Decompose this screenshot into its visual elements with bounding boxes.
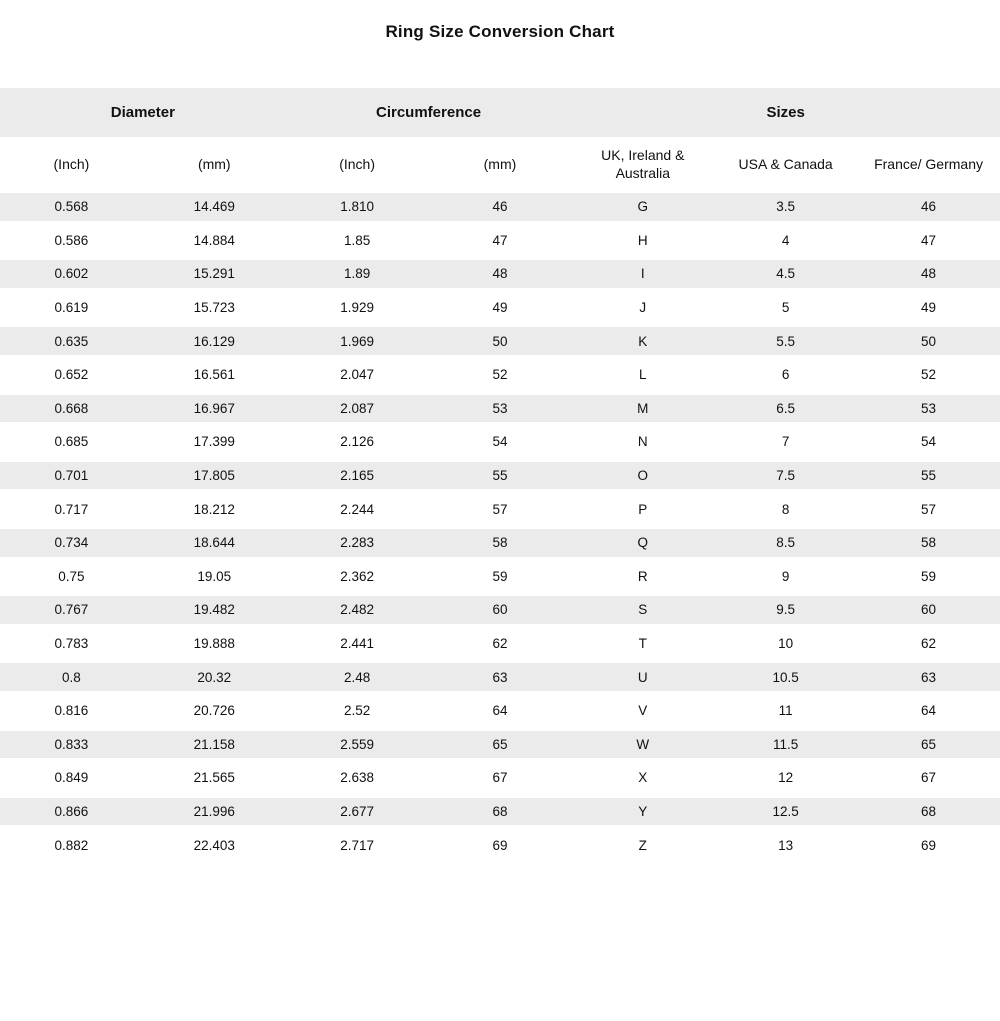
cell-circumference-mm: 54 [429, 425, 572, 459]
cell-size-usa-canada: 12.5 [714, 795, 857, 829]
cell-diameter-mm: 19.888 [143, 627, 286, 661]
cell-size-france-germany: 55 [857, 459, 1000, 493]
column-header-size-usa-canada: USA & Canada [714, 137, 857, 190]
column-header-size-france-germany: France/ Germany [857, 137, 1000, 190]
table-row [0, 459, 1000, 493]
cell-diameter-inch: 0.701 [0, 459, 143, 493]
cell-diameter-inch: 0.652 [0, 358, 143, 392]
cell-diameter-inch: 0.816 [0, 694, 143, 728]
cell-size-france-germany: 65 [857, 728, 1000, 762]
cell-diameter-mm: 20.32 [143, 660, 286, 694]
cell-diameter-inch: 0.668 [0, 392, 143, 426]
cell-diameter-inch: 0.882 [0, 828, 143, 862]
cell-diameter-mm: 21.158 [143, 728, 286, 762]
cell-size-france-germany: 48 [857, 257, 1000, 291]
column-header-diameter-inch: (Inch) [0, 137, 143, 190]
cell-size-usa-canada: 5 [714, 291, 857, 325]
cell-circumference-mm: 50 [429, 324, 572, 358]
cell-diameter-inch: 0.866 [0, 795, 143, 829]
cell-size-france-germany: 46 [857, 190, 1000, 224]
group-header-row [0, 88, 1000, 137]
cell-circumference-mm: 52 [429, 358, 572, 392]
cell-circumference-inch: 1.85 [286, 224, 429, 258]
cell-diameter-inch: 0.8 [0, 660, 143, 694]
cell-circumference-inch: 2.717 [286, 828, 429, 862]
cell-diameter-mm: 17.805 [143, 459, 286, 493]
cell-size-france-germany: 53 [857, 392, 1000, 426]
table-row [0, 795, 1000, 829]
cell-size-usa-canada: 12 [714, 761, 857, 795]
cell-circumference-inch: 2.48 [286, 660, 429, 694]
cell-circumference-mm: 47 [429, 224, 572, 258]
cell-diameter-inch: 0.568 [0, 190, 143, 224]
cell-diameter-mm: 16.561 [143, 358, 286, 392]
column-header-row [0, 137, 1000, 190]
cell-size-france-germany: 49 [857, 291, 1000, 325]
cell-diameter-mm: 20.726 [143, 694, 286, 728]
cell-circumference-mm: 63 [429, 660, 572, 694]
cell-circumference-inch: 2.126 [286, 425, 429, 459]
cell-circumference-mm: 69 [429, 828, 572, 862]
cell-diameter-mm: 16.967 [143, 392, 286, 426]
table-row [0, 828, 1000, 862]
cell-circumference-mm: 65 [429, 728, 572, 762]
table-row [0, 190, 1000, 224]
table-header [0, 88, 1000, 190]
cell-size-france-germany: 59 [857, 560, 1000, 594]
table-row [0, 224, 1000, 258]
cell-size-france-germany: 69 [857, 828, 1000, 862]
cell-size-france-germany: 58 [857, 526, 1000, 560]
cell-diameter-inch: 0.685 [0, 425, 143, 459]
cell-circumference-mm: 55 [429, 459, 572, 493]
cell-size-usa-canada: 4 [714, 224, 857, 258]
column-header-circumference-mm: (mm) [429, 137, 572, 190]
table-row [0, 257, 1000, 291]
cell-diameter-mm: 19.05 [143, 560, 286, 594]
column-header-size-uk-ireland-australia: UK, Ireland & Australia [571, 137, 714, 190]
cell-size-france-germany: 68 [857, 795, 1000, 829]
cell-size-usa-canada: 8 [714, 492, 857, 526]
cell-size-usa-canada: 7.5 [714, 459, 857, 493]
cell-diameter-mm: 16.129 [143, 324, 286, 358]
cell-diameter-mm: 14.884 [143, 224, 286, 258]
cell-circumference-inch: 2.244 [286, 492, 429, 526]
cell-circumference-mm: 67 [429, 761, 572, 795]
cell-diameter-mm: 15.291 [143, 257, 286, 291]
cell-circumference-inch: 2.677 [286, 795, 429, 829]
cell-size-usa-canada: 11 [714, 694, 857, 728]
cell-circumference-mm: 57 [429, 492, 572, 526]
table-body [0, 190, 1000, 862]
cell-size-uk-ireland-australia: X [571, 761, 714, 795]
cell-size-usa-canada: 9.5 [714, 593, 857, 627]
cell-circumference-mm: 62 [429, 627, 572, 661]
cell-circumference-inch: 1.810 [286, 190, 429, 224]
cell-size-uk-ireland-australia: L [571, 358, 714, 392]
table-row [0, 324, 1000, 358]
table-row [0, 425, 1000, 459]
cell-size-usa-canada: 6.5 [714, 392, 857, 426]
group-header-sizes: Sizes [571, 88, 1000, 137]
cell-size-france-germany: 60 [857, 593, 1000, 627]
cell-diameter-inch: 0.783 [0, 627, 143, 661]
cell-diameter-inch: 0.75 [0, 560, 143, 594]
column-header-diameter-mm: (mm) [143, 137, 286, 190]
cell-diameter-mm: 19.482 [143, 593, 286, 627]
cell-diameter-inch: 0.717 [0, 492, 143, 526]
cell-diameter-inch: 0.619 [0, 291, 143, 325]
cell-size-uk-ireland-australia: M [571, 392, 714, 426]
group-header-diameter: Diameter [0, 88, 286, 137]
cell-size-usa-canada: 10.5 [714, 660, 857, 694]
cell-diameter-inch: 0.602 [0, 257, 143, 291]
table-row [0, 728, 1000, 762]
cell-size-france-germany: 57 [857, 492, 1000, 526]
cell-circumference-inch: 2.047 [286, 358, 429, 392]
cell-size-uk-ireland-australia: N [571, 425, 714, 459]
cell-diameter-inch: 0.849 [0, 761, 143, 795]
cell-size-uk-ireland-australia: W [571, 728, 714, 762]
cell-size-uk-ireland-australia: R [571, 560, 714, 594]
cell-size-uk-ireland-australia: Z [571, 828, 714, 862]
cell-circumference-inch: 2.087 [286, 392, 429, 426]
cell-size-usa-canada: 6 [714, 358, 857, 392]
cell-circumference-mm: 46 [429, 190, 572, 224]
cell-size-france-germany: 63 [857, 660, 1000, 694]
table-row [0, 660, 1000, 694]
cell-diameter-mm: 15.723 [143, 291, 286, 325]
table-row [0, 291, 1000, 325]
cell-size-france-germany: 47 [857, 224, 1000, 258]
cell-circumference-mm: 48 [429, 257, 572, 291]
page-title: Ring Size Conversion Chart [385, 22, 615, 41]
cell-size-uk-ireland-australia: P [571, 492, 714, 526]
cell-diameter-mm: 21.565 [143, 761, 286, 795]
table-row [0, 392, 1000, 426]
cell-size-uk-ireland-australia: S [571, 593, 714, 627]
cell-size-france-germany: 52 [857, 358, 1000, 392]
cell-diameter-mm: 21.996 [143, 795, 286, 829]
cell-size-uk-ireland-australia: Y [571, 795, 714, 829]
cell-circumference-inch: 1.89 [286, 257, 429, 291]
cell-circumference-inch: 2.638 [286, 761, 429, 795]
cell-diameter-inch: 0.767 [0, 593, 143, 627]
cell-circumference-inch: 2.441 [286, 627, 429, 661]
cell-size-usa-canada: 8.5 [714, 526, 857, 560]
column-header-circumference-inch: (Inch) [286, 137, 429, 190]
table-row [0, 627, 1000, 661]
cell-size-usa-canada: 11.5 [714, 728, 857, 762]
cell-size-usa-canada: 4.5 [714, 257, 857, 291]
cell-size-uk-ireland-australia: T [571, 627, 714, 661]
cell-diameter-mm: 14.469 [143, 190, 286, 224]
cell-size-uk-ireland-australia: O [571, 459, 714, 493]
cell-size-uk-ireland-australia: I [571, 257, 714, 291]
cell-size-usa-canada: 3.5 [714, 190, 857, 224]
cell-circumference-mm: 68 [429, 795, 572, 829]
cell-size-usa-canada: 13 [714, 828, 857, 862]
cell-diameter-mm: 17.399 [143, 425, 286, 459]
cell-circumference-inch: 1.929 [286, 291, 429, 325]
ring-size-conversion-page [0, 21, 1000, 862]
cell-circumference-mm: 58 [429, 526, 572, 560]
table-row [0, 358, 1000, 392]
cell-circumference-inch: 2.482 [286, 593, 429, 627]
cell-circumference-mm: 64 [429, 694, 572, 728]
cell-circumference-inch: 2.165 [286, 459, 429, 493]
cell-circumference-inch: 2.362 [286, 560, 429, 594]
cell-size-uk-ireland-australia: V [571, 694, 714, 728]
cell-circumference-inch: 2.283 [286, 526, 429, 560]
cell-diameter-mm: 18.212 [143, 492, 286, 526]
cell-diameter-inch: 0.635 [0, 324, 143, 358]
group-header-circumference: Circumference [286, 88, 572, 137]
cell-circumference-inch: 2.559 [286, 728, 429, 762]
cell-circumference-mm: 49 [429, 291, 572, 325]
cell-size-france-germany: 62 [857, 627, 1000, 661]
table-row [0, 526, 1000, 560]
cell-diameter-mm: 22.403 [143, 828, 286, 862]
cell-diameter-inch: 0.833 [0, 728, 143, 762]
cell-diameter-inch: 0.734 [0, 526, 143, 560]
cell-diameter-mm: 18.644 [143, 526, 286, 560]
cell-size-france-germany: 64 [857, 694, 1000, 728]
cell-circumference-inch: 2.52 [286, 694, 429, 728]
cell-size-uk-ireland-australia: U [571, 660, 714, 694]
cell-size-usa-canada: 10 [714, 627, 857, 661]
cell-size-france-germany: 54 [857, 425, 1000, 459]
cell-size-usa-canada: 9 [714, 560, 857, 594]
table-row [0, 560, 1000, 594]
cell-circumference-mm: 53 [429, 392, 572, 426]
table-row [0, 492, 1000, 526]
cell-size-france-germany: 50 [857, 324, 1000, 358]
cell-size-uk-ireland-australia: K [571, 324, 714, 358]
cell-size-uk-ireland-australia: H [571, 224, 714, 258]
cell-circumference-inch: 1.969 [286, 324, 429, 358]
table-row [0, 761, 1000, 795]
table-row [0, 593, 1000, 627]
cell-circumference-mm: 59 [429, 560, 572, 594]
cell-size-france-germany: 67 [857, 761, 1000, 795]
ring-size-table [0, 88, 1000, 862]
cell-diameter-inch: 0.586 [0, 224, 143, 258]
cell-circumference-mm: 60 [429, 593, 572, 627]
cell-size-usa-canada: 7 [714, 425, 857, 459]
table-row [0, 694, 1000, 728]
cell-size-uk-ireland-australia: J [571, 291, 714, 325]
cell-size-uk-ireland-australia: G [571, 190, 714, 224]
cell-size-uk-ireland-australia: Q [571, 526, 714, 560]
cell-size-usa-canada: 5.5 [714, 324, 857, 358]
